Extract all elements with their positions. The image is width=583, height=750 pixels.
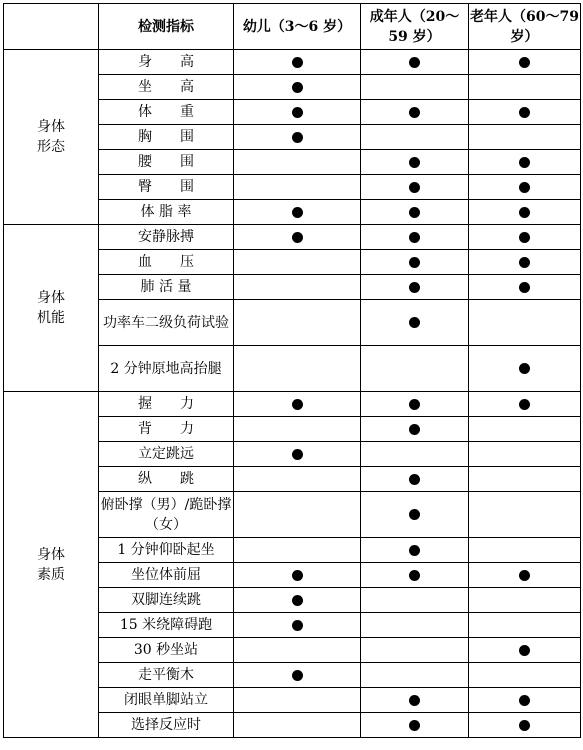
adult-cell <box>361 588 469 613</box>
adult-cell <box>361 663 469 688</box>
filled-circle-icon <box>292 449 303 460</box>
adult-cell <box>361 250 469 275</box>
group-label: 身体素质 <box>36 546 65 583</box>
adult-cell <box>361 300 469 346</box>
filled-circle-icon <box>519 645 530 656</box>
indicator-cell: 2 分钟原地高抬腿 <box>99 346 234 392</box>
elderly-cell <box>469 663 581 688</box>
elderly-cell <box>469 100 581 125</box>
group-cell <box>4 225 99 392</box>
elderly-cell <box>469 538 581 563</box>
header-indicator: 检测指标 <box>99 4 234 50</box>
elderly-cell <box>469 346 581 392</box>
child-cell <box>234 638 361 663</box>
indicator-cell: 肺 活 量 <box>99 275 234 300</box>
indicator-cell: 15 米绕障碍跑 <box>99 613 234 638</box>
indicator-cell: 臀 围 <box>99 175 234 200</box>
filled-circle-icon <box>519 695 530 706</box>
table-row <box>4 50 581 75</box>
filled-circle-icon <box>292 595 303 606</box>
elderly-cell <box>469 150 581 175</box>
adult-cell <box>361 125 469 150</box>
child-cell <box>234 663 361 688</box>
group-cell <box>4 50 99 225</box>
elderly-cell <box>469 613 581 638</box>
elderly-cell <box>469 225 581 250</box>
indicator-cell: 俯卧撑（男）/跪卧撑（女） <box>99 492 234 538</box>
child-cell <box>234 75 361 100</box>
filled-circle-icon <box>292 82 303 93</box>
table-body <box>4 50 581 738</box>
filled-circle-icon <box>519 182 530 193</box>
indicator-cell: 体 重 <box>99 100 234 125</box>
child-cell <box>234 225 361 250</box>
filled-circle-icon <box>409 157 420 168</box>
child-cell <box>234 300 361 346</box>
adult-cell <box>361 538 469 563</box>
indicator-cell: 身 高 <box>99 50 234 75</box>
adult-cell <box>361 638 469 663</box>
elderly-cell <box>469 275 581 300</box>
elderly-cell <box>469 125 581 150</box>
elderly-cell <box>469 713 581 738</box>
filled-circle-icon <box>409 257 420 268</box>
child-cell <box>234 442 361 467</box>
indicator-cell: 功率车二级负荷试验 <box>99 300 234 346</box>
filled-circle-icon <box>519 399 530 410</box>
header-group <box>4 4 99 50</box>
adult-cell <box>361 417 469 442</box>
filled-circle-icon <box>519 57 530 68</box>
adult-cell <box>361 100 469 125</box>
indicator-cell: 闭眼单脚站立 <box>99 688 234 713</box>
child-cell <box>234 613 361 638</box>
filled-circle-icon <box>292 57 303 68</box>
filled-circle-icon <box>409 107 420 118</box>
filled-circle-icon <box>292 207 303 218</box>
filled-circle-icon <box>409 317 420 328</box>
child-cell <box>234 392 361 417</box>
indicator-cell: 坐位体前屈 <box>99 563 234 588</box>
elderly-cell <box>469 588 581 613</box>
adult-cell <box>361 392 469 417</box>
indicator-cell: 握 力 <box>99 392 234 417</box>
filled-circle-icon <box>409 545 420 556</box>
indicator-cell: 胸 围 <box>99 125 234 150</box>
filled-circle-icon <box>519 232 530 243</box>
child-cell <box>234 417 361 442</box>
child-cell <box>234 688 361 713</box>
indicator-cell: 选择反应时 <box>99 713 234 738</box>
indicator-cell: 走平衡木 <box>99 663 234 688</box>
child-cell <box>234 250 361 275</box>
elderly-cell <box>469 442 581 467</box>
filled-circle-icon <box>409 182 420 193</box>
fitness-test-indicator-table <box>3 3 581 738</box>
elderly-cell <box>469 75 581 100</box>
child-cell <box>234 150 361 175</box>
table-row <box>4 392 581 417</box>
filled-circle-icon <box>409 282 420 293</box>
child-cell <box>234 538 361 563</box>
filled-circle-icon <box>519 257 530 268</box>
adult-cell <box>361 225 469 250</box>
filled-circle-icon <box>519 107 530 118</box>
header-adult: 成年人（20～59 岁） <box>361 4 469 50</box>
filled-circle-icon <box>409 399 420 410</box>
elderly-cell <box>469 417 581 442</box>
adult-cell <box>361 200 469 225</box>
filled-circle-icon <box>409 720 420 731</box>
child-cell <box>234 346 361 392</box>
filled-circle-icon <box>409 474 420 485</box>
filled-circle-icon <box>519 363 530 374</box>
filled-circle-icon <box>409 207 420 218</box>
adult-cell <box>361 563 469 588</box>
elderly-cell <box>469 392 581 417</box>
child-cell <box>234 50 361 75</box>
filled-circle-icon <box>519 157 530 168</box>
header-row <box>4 4 581 50</box>
adult-cell <box>361 492 469 538</box>
child-cell <box>234 713 361 738</box>
indicator-cell: 腰 围 <box>99 150 234 175</box>
indicator-cell: 双脚连续跳 <box>99 588 234 613</box>
elderly-cell <box>469 50 581 75</box>
elderly-cell <box>469 492 581 538</box>
child-cell <box>234 563 361 588</box>
adult-cell <box>361 713 469 738</box>
child-cell <box>234 200 361 225</box>
indicator-cell: 体 脂 率 <box>99 200 234 225</box>
child-cell <box>234 125 361 150</box>
child-cell <box>234 275 361 300</box>
child-cell <box>234 467 361 492</box>
filled-circle-icon <box>519 720 530 731</box>
child-cell <box>234 175 361 200</box>
elderly-cell <box>469 175 581 200</box>
child-cell <box>234 588 361 613</box>
adult-cell <box>361 275 469 300</box>
elderly-cell <box>469 638 581 663</box>
adult-cell <box>361 613 469 638</box>
elderly-cell <box>469 250 581 275</box>
group-label: 身体形态 <box>36 119 65 155</box>
indicator-cell: 背 力 <box>99 417 234 442</box>
filled-circle-icon <box>409 695 420 706</box>
child-cell <box>234 492 361 538</box>
indicator-cell: 安静脉搏 <box>99 225 234 250</box>
indicator-cell: 纵 跳 <box>99 467 234 492</box>
filled-circle-icon <box>292 399 303 410</box>
group-label: 身体机能 <box>36 290 65 326</box>
header-elderly: 老年人（60～79 岁） <box>469 4 581 50</box>
adult-cell <box>361 467 469 492</box>
adult-cell <box>361 346 469 392</box>
filled-circle-icon <box>292 670 303 681</box>
adult-cell <box>361 442 469 467</box>
adult-cell <box>361 150 469 175</box>
indicator-cell: 30 秒坐站 <box>99 638 234 663</box>
elderly-cell <box>469 467 581 492</box>
filled-circle-icon <box>519 570 530 581</box>
adult-cell <box>361 688 469 713</box>
filled-circle-icon <box>292 232 303 243</box>
filled-circle-icon <box>409 509 420 520</box>
indicator-cell: 1 分钟仰卧起坐 <box>99 538 234 563</box>
table-row <box>4 225 581 250</box>
adult-cell <box>361 75 469 100</box>
filled-circle-icon <box>292 107 303 118</box>
filled-circle-icon <box>292 132 303 143</box>
filled-circle-icon <box>409 57 420 68</box>
adult-cell <box>361 175 469 200</box>
filled-circle-icon <box>409 424 420 435</box>
indicator-cell: 血 压 <box>99 250 234 275</box>
adult-cell <box>361 50 469 75</box>
filled-circle-icon <box>409 570 420 581</box>
indicator-cell: 坐 高 <box>99 75 234 100</box>
filled-circle-icon <box>409 232 420 243</box>
group-cell <box>4 392 99 738</box>
filled-circle-icon <box>519 282 530 293</box>
elderly-cell <box>469 200 581 225</box>
elderly-cell <box>469 563 581 588</box>
child-cell <box>234 100 361 125</box>
elderly-cell <box>469 300 581 346</box>
header-child: 幼儿（3～6 岁） <box>234 4 361 50</box>
filled-circle-icon <box>292 570 303 581</box>
filled-circle-icon <box>292 620 303 631</box>
filled-circle-icon <box>519 207 530 218</box>
indicator-cell: 立定跳远 <box>99 442 234 467</box>
elderly-cell <box>469 688 581 713</box>
